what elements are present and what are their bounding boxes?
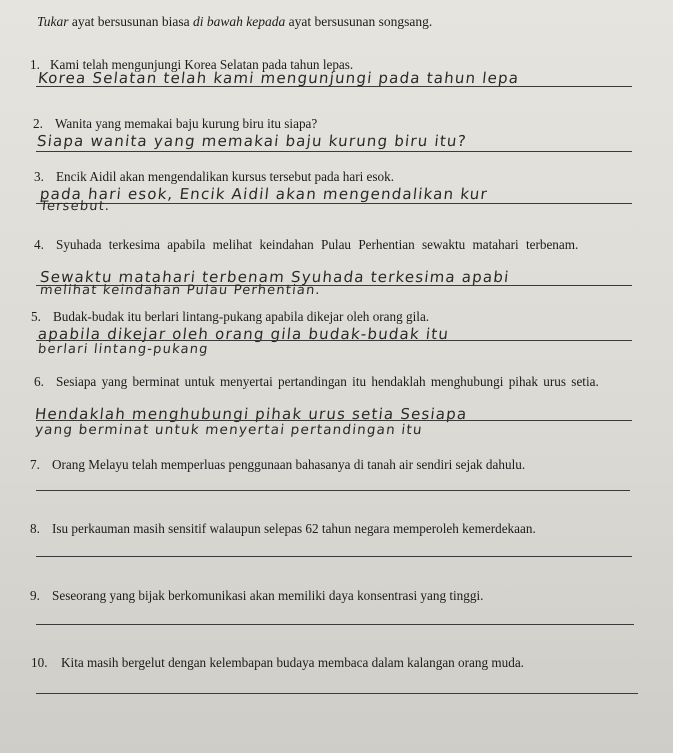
handwritten-answer: pada hari esok, Encik Aidil akan mengendalikan kur <box>39 185 489 203</box>
question-9 <box>30 587 483 605</box>
handwritten-answer: Korea Selatan telah kami mengunjungi pada tahun lepa <box>37 69 521 87</box>
question-number: 2. <box>33 116 43 131</box>
instruction-part-3: di bawah kepada <box>192 14 286 29</box>
handwritten-answer: melihat keindahan Pulau Perhentian. <box>39 283 322 298</box>
answer-line <box>36 420 632 421</box>
question-number: 9. <box>30 588 40 603</box>
handwritten-answer: Tersebut. <box>39 199 112 214</box>
worksheet-instruction <box>37 14 432 30</box>
question-text: Syuhada terkesima apabila melihat keindahan Pulau Perhentian sewaktu matahari terbenam. <box>56 237 579 252</box>
question-text: Kita masih bergelut dengan kelembapan budaya membaca dalam kalangan orang muda. <box>61 655 524 670</box>
question-number: 10. <box>31 655 48 670</box>
instruction-part-4: ayat bersusunan songsang. <box>285 14 433 29</box>
question-10 <box>31 654 524 672</box>
handwritten-answer: Hendaklah menghubungi pihak urus setia Sesiapa <box>34 405 469 423</box>
answer-line <box>36 624 634 625</box>
question-7 <box>30 456 525 474</box>
answer-line <box>36 556 632 557</box>
question-number: 1. <box>30 57 40 72</box>
question-number: 8. <box>30 521 40 536</box>
question-text: Isu perkauman masih sensitif walaupun selepas 62 tahun negara memperoleh kemerdekaan. <box>52 521 536 536</box>
question-4 <box>34 236 660 254</box>
question-number: 6. <box>34 374 44 389</box>
question-8 <box>30 520 536 538</box>
question-2 <box>33 115 317 133</box>
question-text: Kami telah mengunjungi Korea Selatan pada tahun lepas. <box>50 57 354 72</box>
question-5 <box>31 308 429 326</box>
question-text: Wanita yang memakai baju kurung biru itu siapa? <box>55 116 318 131</box>
answer-line <box>36 490 630 491</box>
answer-line <box>36 86 632 87</box>
question-text: Sesiapa yang berminat untuk menyertai pertandingan itu hendaklah menghubungi pihak urus setia. <box>56 374 599 389</box>
question-text: Orang Melayu telah memperluas penggunaan bahasanya di tanah air sendiri sejak dahulu. <box>52 457 526 472</box>
handwritten-answer: berlari lintang-pukang <box>37 342 210 357</box>
question-number: 5. <box>31 309 41 324</box>
question-text: Seseorang yang bijak berkomunikasi akan memiliki daya konsentrasi yang tinggi. <box>52 588 484 603</box>
answer-line <box>36 693 638 694</box>
answer-line <box>36 151 632 152</box>
question-number: 4. <box>34 237 44 252</box>
handwritten-answer: Siapa wanita yang memakai baju kurung biru itu? <box>36 132 468 150</box>
answer-line <box>36 340 632 341</box>
handwritten-answer: apabila dikejar oleh orang gila budak-budak itu <box>37 325 451 343</box>
question-text: Encik Aidil akan mengendalikan kursus tersebut pada hari esok. <box>56 169 395 184</box>
question-6 <box>34 373 660 391</box>
question-number: 7. <box>30 457 40 472</box>
question-number: 3. <box>34 169 44 184</box>
answer-line <box>36 203 632 204</box>
instruction-part-1: Tukar <box>37 14 69 29</box>
handwritten-answer: yang berminat untuk menyertai pertandingan itu <box>34 422 424 438</box>
handwritten-answer: Sewaktu matahari terbenam Syuhada terkesima apabi <box>39 268 511 286</box>
instruction-part-2: ayat bersusunan biasa <box>68 14 193 29</box>
question-text: Budak-budak itu berlari lintang-pukang apabila dikejar oleh orang gila. <box>53 309 430 324</box>
question-3 <box>34 168 394 186</box>
